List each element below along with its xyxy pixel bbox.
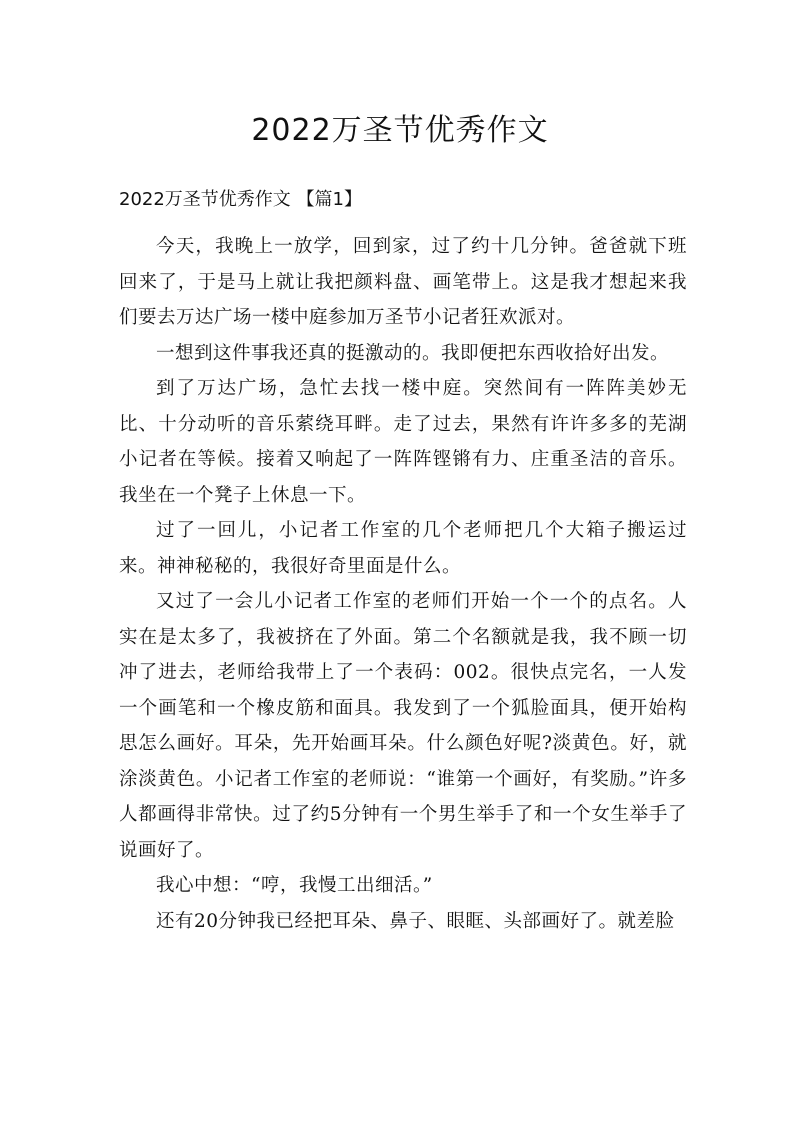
paragraph: 到了万达广场，急忙去找一楼中庭。突然间有一阵阵美妙无比、十分动听的音乐萦绕耳畔。走了过去，果然有许许多多的芜湖小记者在等候。接着又响起了一阵阵铿锵有力、庄重圣洁的音乐。我坐在一个凳子上休息一下。	[119, 378, 687, 506]
paragraph: 过了一回儿，小记者工作室的几个老师把几个大箱子搬运过来。神神秘秘的，我很好奇里面是什么。	[119, 520, 687, 577]
document-title: 2022万圣节优秀作文	[251, 113, 549, 148]
section-heading: 2022万圣节优秀作文 【篇1】	[119, 189, 362, 210]
paragraph: 还有20分钟我已经把耳朵、鼻子、眼眶、头部画好了。就差脸	[156, 910, 675, 932]
paragraph: 一想到这件事我还真的挺激动的。我即便把东西收拾好出发。	[156, 342, 670, 364]
paragraph: 我心中想：“哼，我慢工出细活。”	[156, 875, 433, 896]
document-body	[119, 229, 687, 939]
paragraph: 今天，我晚上一放学，回到家，过了约十几分钟。爸爸就下班回来了，于是马上就让我把颜料盘、画笔带上。这是我才想起来我们要去万达广场一楼中庭参加万圣节小记者狂欢派对。	[119, 236, 687, 328]
paragraph: 又过了一会儿小记者工作室的老师们开始一个一个的点名。人实在是太多了，我被挤在了外面。第二个名额就是我，我不顾一切冲了进去，老师给我带上了一个表码：002。很快点完名，一人发一个画笔和一个橡皮筋和面具。我发到了一个狐脸面具，便开始构思怎么画好。耳朵，先开始画耳朵。什么颜色好呢?淡黄色。好，就涂淡黄色。小记者工作室的老师说：“谁第一个画好，有奖励。”许多人都画得非常快。过了约5分钟有一个男生举手了和一个女生举手了说画好了。	[119, 591, 687, 861]
